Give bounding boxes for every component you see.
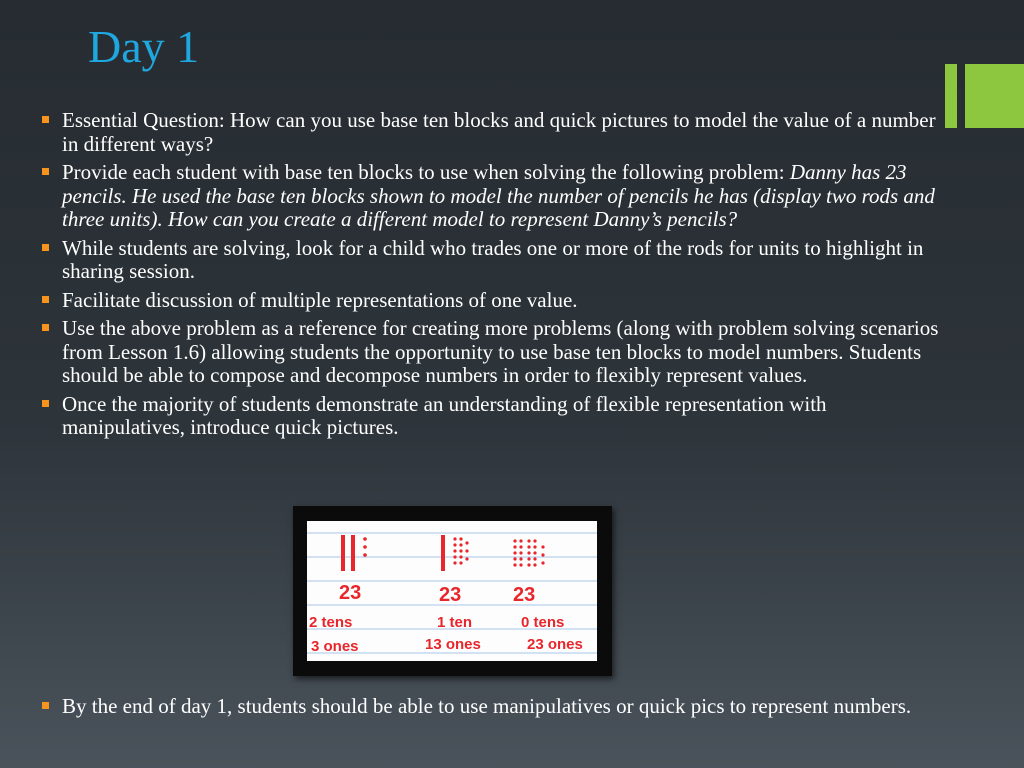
bullet-list <box>40 109 940 445</box>
bullet-text: Essential Question: How can you use base ten blocks and quick pictures to model the value of a number in different ways? <box>62 108 936 156</box>
slide-title: Day 1 <box>88 21 200 72</box>
bullet-square-icon <box>42 168 49 175</box>
photo-tens-col3: 0 tens <box>521 614 565 631</box>
photo-ones-col2: 13 ones <box>425 636 481 653</box>
quick-pictures-photo <box>293 506 612 676</box>
bullet-text: Once the majority of students demonstrate an understanding of flexible representation with manipulatives, introduce quick pictures. <box>62 391 827 439</box>
bullet-text: While students are solving, look for a child who trades one or more of the rods for units to highlight in sharing session. <box>62 235 924 283</box>
quick-pic-1-ten-13-ones <box>441 535 469 571</box>
accent-bar-thick <box>965 64 1024 128</box>
bullet-text: Facilitate discussion of multiple representations of one value. <box>62 287 578 312</box>
bullet-item-provide-blocks <box>40 161 940 232</box>
bullet-item-once-majority <box>40 393 940 440</box>
bullet-item-while-solving <box>40 237 940 284</box>
photo-tens-col2: 1 ten <box>437 614 473 631</box>
bullet-square-icon <box>42 116 49 123</box>
bullet-text: By the end of day 1, students should be able to use manipulatives or quick pics to represent numbers. <box>62 694 912 718</box>
quick-pic-2-tens-3-ones <box>341 535 367 571</box>
bullet-square-icon <box>42 296 49 303</box>
bullet-item-facilitate <box>40 289 940 313</box>
quick-pic-0-tens-23-ones <box>513 539 544 566</box>
bullet-square-icon <box>42 702 49 709</box>
quick-pictures-drawing <box>307 521 597 661</box>
bullet-item-use-above-problem <box>40 317 940 388</box>
bullet-text: Use the above problem as a reference for creating more problems (along with problem solving scenarios from Lesson 1.6) allowing students the opportunity to use base ten blocks to model numbers. Students should be able to compose and decompose numbers in order to flexibly represent values. <box>62 316 939 387</box>
photo-number-col1: 23 <box>339 582 362 604</box>
final-bullet-list <box>40 695 940 719</box>
photo-ones-col1: 3 ones <box>311 638 359 655</box>
bullet-square-icon <box>42 324 49 331</box>
bullet-text: Provide each student with base ten blocks to use when solving the following problem: <box>62 160 790 184</box>
bullet-item-end-of-day <box>40 695 940 719</box>
photo-number-col3: 23 <box>513 584 536 606</box>
bullet-problem-italic: Danny has 23 pencils. He used the base ten blocks shown to model the number of pencils he has (display two rods and three units). How can you create a different model to represent Danny’s pencils? <box>62 160 935 231</box>
bullet-square-icon <box>42 244 49 251</box>
bullet-square-icon <box>42 400 49 407</box>
accent-bar-thin <box>945 64 957 128</box>
photo-tens-col1: 2 tens <box>309 614 353 631</box>
bullet-item-essential-question <box>40 109 940 156</box>
photo-number-col2: 23 <box>439 584 462 606</box>
photo-ones-col3: 23 ones <box>527 636 583 653</box>
notebook-paper <box>307 521 597 661</box>
